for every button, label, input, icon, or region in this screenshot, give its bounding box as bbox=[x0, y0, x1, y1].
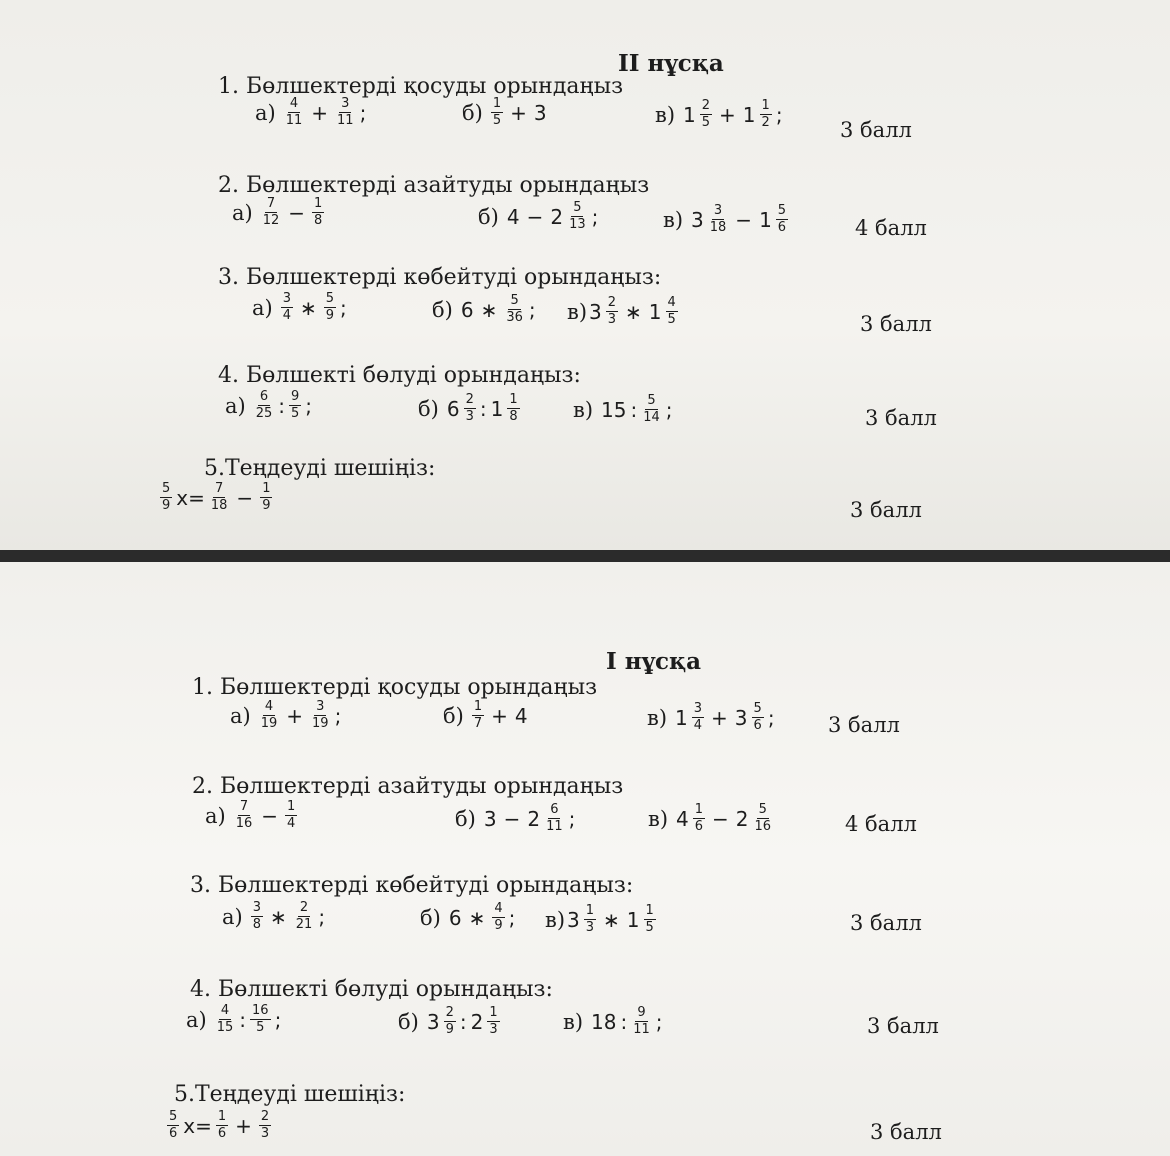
task-3-points: 3 балл bbox=[860, 312, 932, 336]
variant-title: І нұсқа bbox=[606, 648, 701, 675]
variant-title: II нұсқа bbox=[618, 50, 724, 77]
task-1-title: 1. Бөлшектерді қосуды орындаңыз bbox=[218, 74, 624, 99]
task-5-title: 5.Теңдеуді шешіңіз: bbox=[204, 456, 436, 481]
task-4-points: 3 балл bbox=[865, 406, 937, 430]
task-2-title: 2. Бөлшектерді азайтуды орындаңыз bbox=[192, 774, 624, 799]
task-3-title: 3. Бөлшектерді көбейтуді орындаңыз: bbox=[218, 265, 662, 290]
task-1-points: 3 балл bbox=[840, 118, 912, 142]
task-3a: а) 3 8 ∗ 2 21 ; bbox=[222, 900, 326, 932]
task-4b: б) 3 2 9 : 2 1 3 bbox=[398, 1005, 498, 1037]
task-4c: в) 15 : 5 14 ; bbox=[573, 393, 673, 425]
task-5-points: 3 балл bbox=[870, 1120, 942, 1144]
task-5-points: 3 балл bbox=[850, 498, 922, 522]
worksheet-variant-1 bbox=[0, 562, 1170, 1156]
task-2b: б) 3 − 2 6 11 ; bbox=[455, 802, 576, 834]
task-4-title: 4. Бөлшекті бөлуді орындаңыз: bbox=[218, 363, 581, 388]
task-2-title: 2. Бөлшектерді азайтуды орындаңыз bbox=[218, 173, 650, 198]
task-2a: а) 7 16 − $\frac{1}{4}$ bbox=[205, 799, 296, 831]
task-5-equation: 5 9 x= $\frac{7}{18}$ − $\frac{1}{9}$ bbox=[162, 481, 271, 513]
task-2c: в) 4 1 6 − 2 5 16 bbox=[648, 802, 772, 834]
task-5-title: 5.Теңдеуді шешіңіз: bbox=[174, 1082, 406, 1107]
task-4a: а) 6 25 : 9 5 ; bbox=[225, 389, 313, 421]
task-1a: а) 4 11 + $\frac{3}{11}$ ; bbox=[255, 96, 367, 128]
worksheet-variant-2 bbox=[0, 0, 1170, 550]
task-1c: в) 1 2 5 + 1 1 2 ; bbox=[655, 98, 783, 130]
task-1c: в) 1 3 4 + 3 5 6 ; bbox=[647, 701, 775, 733]
task-1-title: 1. Бөлшектерді қосуды орындаңыз bbox=[192, 675, 598, 700]
task-2b: б) 4 − 2 5 13 ; bbox=[478, 200, 599, 232]
task-3a: а) 3 4 ∗ 5 9 ; bbox=[252, 291, 347, 323]
task-2-points: 4 балл bbox=[855, 216, 927, 240]
task-2-points: 4 балл bbox=[845, 812, 917, 836]
task-3b: б) 6 ∗ 5 36 ; bbox=[432, 293, 536, 325]
task-4a: а) 4 15 : 16 5 ; bbox=[186, 1003, 282, 1035]
task-3b: б) 6 ∗ 4 9 ; bbox=[420, 901, 516, 933]
task-3c: в) 3 1 3 ∗ 1 1 5 bbox=[545, 903, 654, 935]
task-4-points: 3 балл bbox=[867, 1014, 939, 1038]
task-1b: б) 1 7 + 4 bbox=[443, 699, 528, 731]
task-5-equation: 5 6 x= $\frac{1}{6}$ + $\frac{2}{3}$ bbox=[169, 1109, 270, 1141]
task-1-points: 3 балл bbox=[828, 713, 900, 737]
task-4b: б) 6 2 3 : 1 1 8 bbox=[418, 392, 518, 424]
task-4c: в) 18 : 9 11 ; bbox=[563, 1005, 663, 1037]
task-2a: а) 7 12 − $\frac{1}{8}$ bbox=[232, 196, 323, 228]
task-2c: в) 3 3 18 − 1 5 6 bbox=[663, 203, 787, 235]
task-4-title: 4. Бөлшекті бөлуді орындаңыз: bbox=[190, 977, 553, 1002]
task-3-points: 3 балл bbox=[850, 911, 922, 935]
task-1a: а) 4 19 + $\frac{3}{19}$ ; bbox=[230, 699, 342, 731]
task-3-title: 3. Бөлшектерді көбейтуді орындаңыз: bbox=[190, 873, 634, 898]
task-1b: б) 1 5 + 3 bbox=[462, 96, 547, 128]
task-3c: в) 3 2 3 ∗ 1 4 5 bbox=[567, 295, 676, 327]
